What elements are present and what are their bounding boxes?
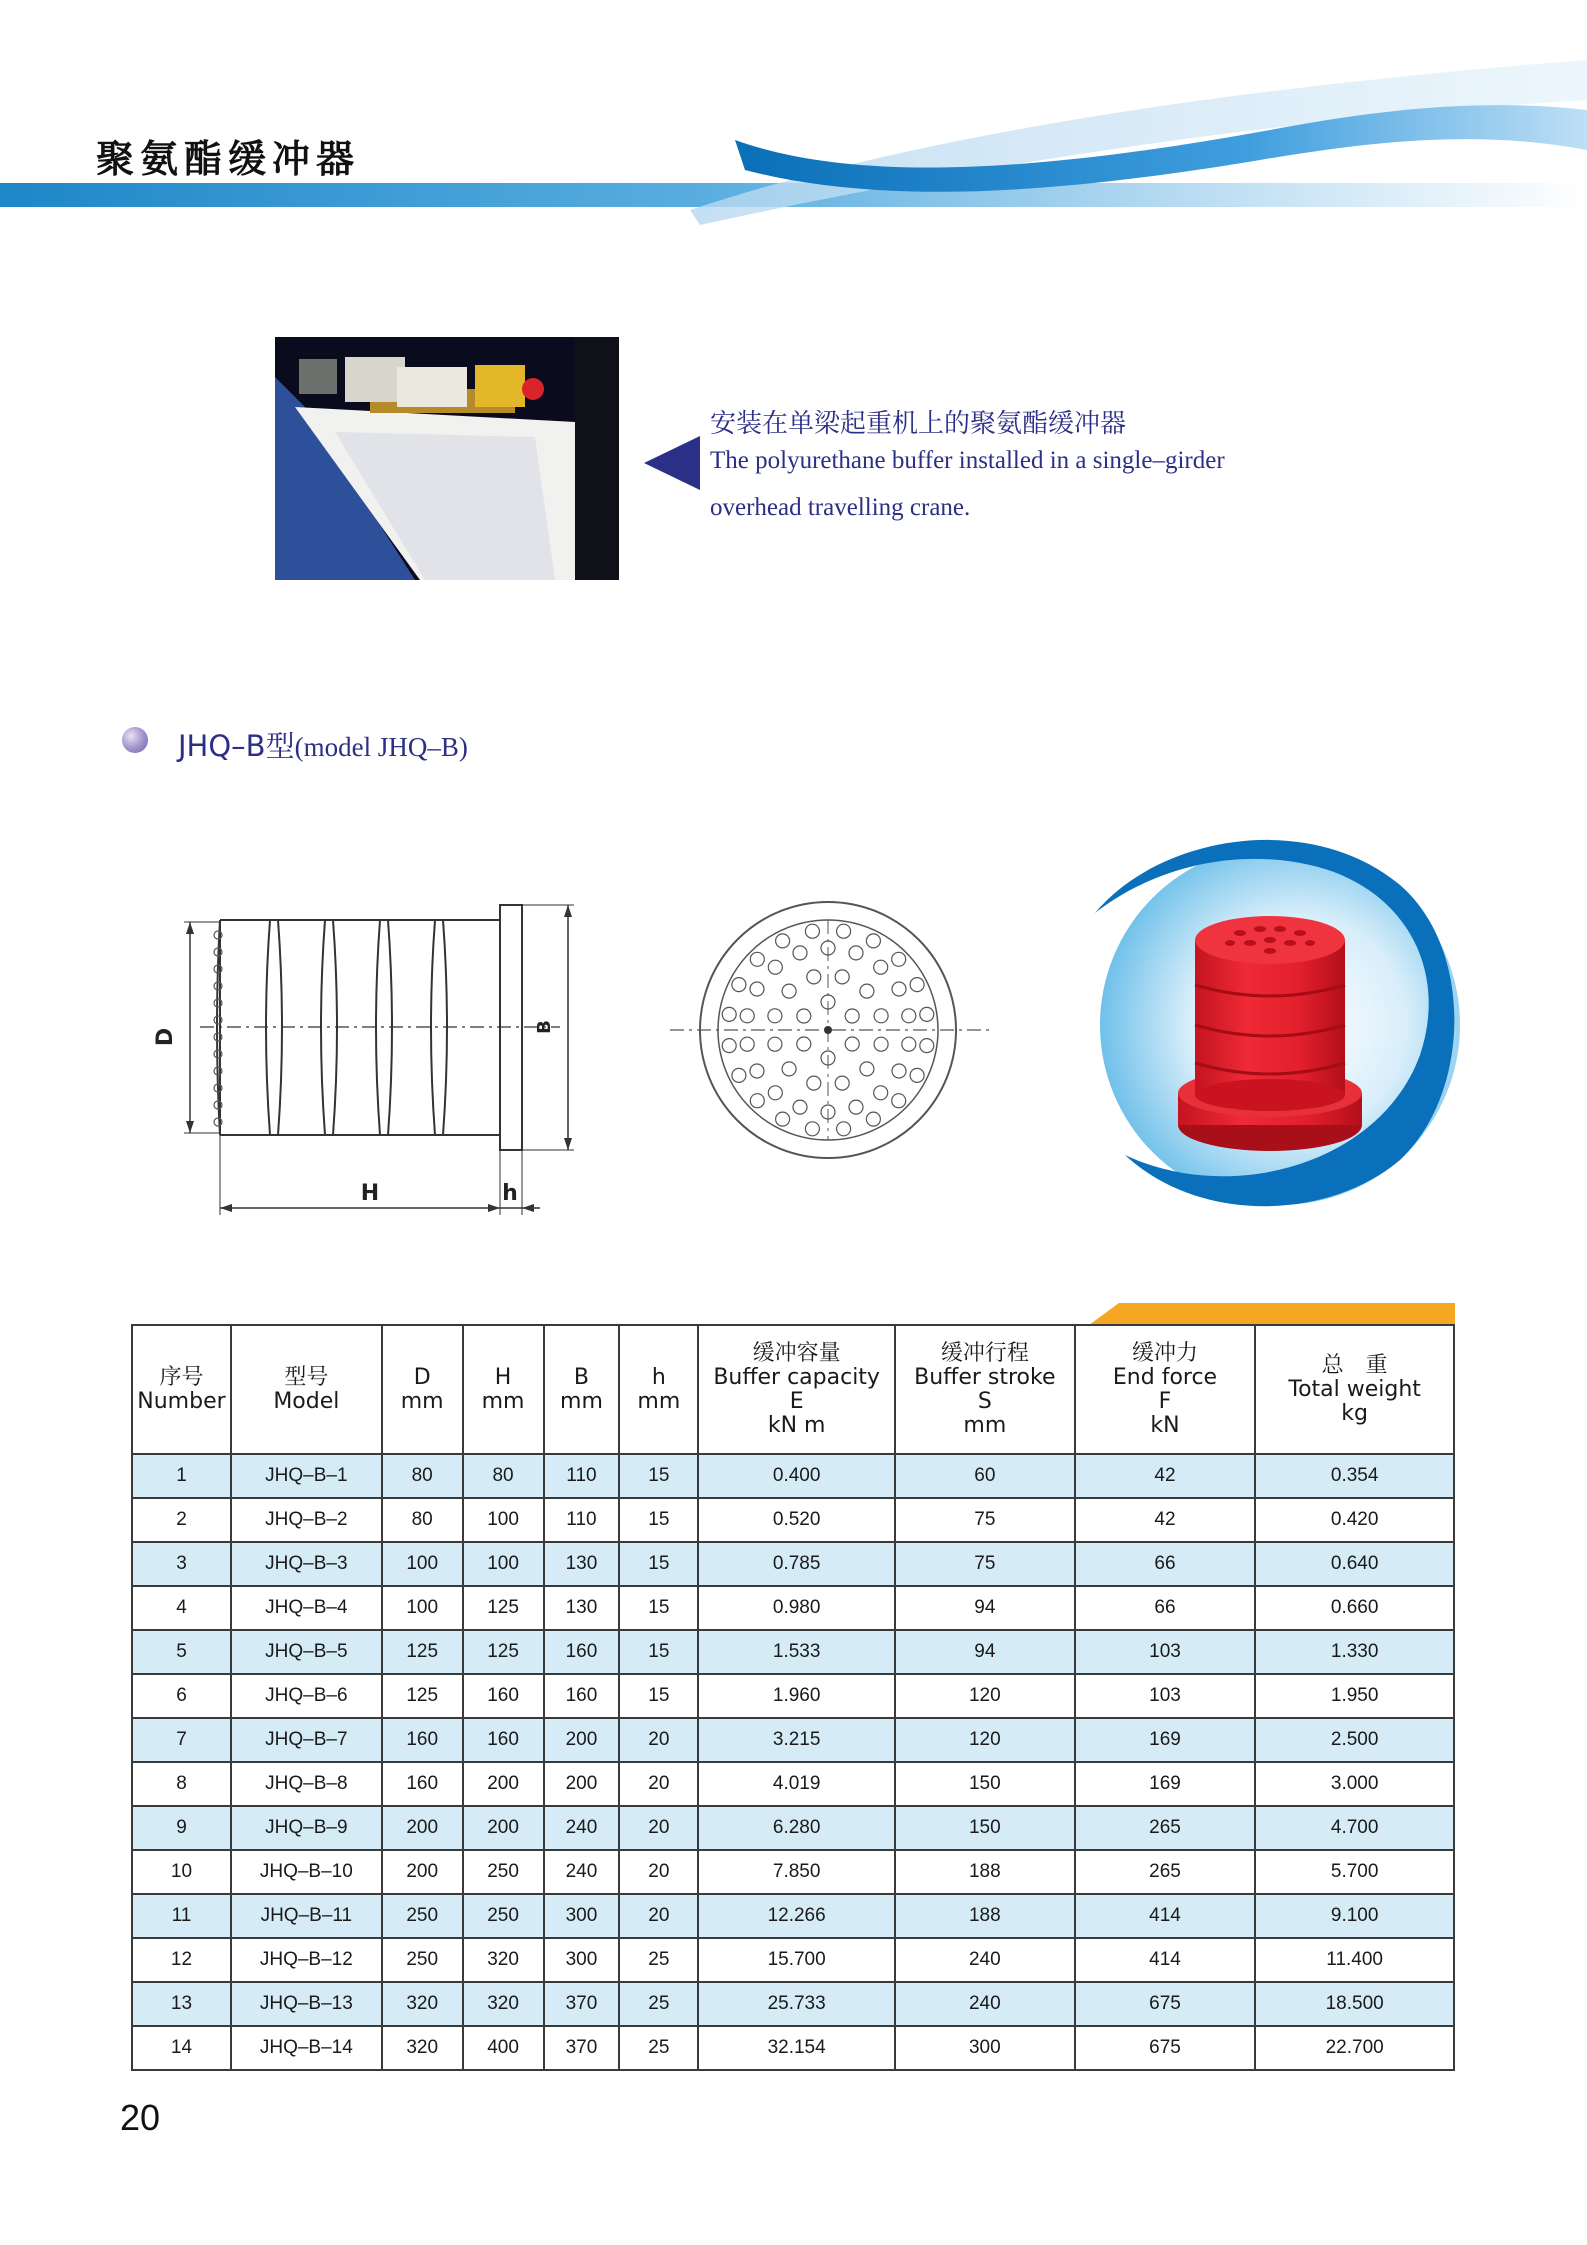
photo-caption-english-line1: The polyurethane buffer installed in a single–girder (710, 447, 1225, 474)
vent-hole (750, 982, 764, 996)
cell-capacity: 1.533 (698, 1630, 895, 1674)
cell-h-small: 15 (619, 1674, 698, 1718)
dim-label-b: B (534, 1020, 555, 1034)
vent-hole (740, 1009, 754, 1023)
vent-hole (860, 1062, 874, 1076)
cell-h-small: 15 (619, 1542, 698, 1586)
vent-hole (722, 1007, 736, 1021)
vent-hole (902, 1037, 916, 1051)
cell-h-big: 160 (463, 1718, 544, 1762)
vent-hole (732, 1068, 746, 1082)
cell-b: 300 (544, 1894, 620, 1938)
col-header-capacity: 缓冲容量 Buffer capacity E kN m (698, 1325, 895, 1454)
model-name: JHQ–B型 (178, 729, 295, 763)
cell-number: 1 (132, 1454, 231, 1498)
cell-force: 265 (1075, 1850, 1256, 1894)
vent-hole (768, 960, 782, 974)
vent-hole (892, 952, 906, 966)
cell-stroke: 94 (895, 1586, 1075, 1630)
vent-hole (845, 1037, 859, 1051)
table-row (132, 1674, 1454, 1718)
cell-force: 414 (1075, 1938, 1256, 1982)
cell-b: 130 (544, 1586, 620, 1630)
cell-h-big: 200 (463, 1762, 544, 1806)
cell-model: JHQ–B–4 (231, 1586, 382, 1630)
col-header-stroke: 缓冲行程 Buffer stroke S mm (895, 1325, 1075, 1454)
cell-d: 125 (382, 1630, 463, 1674)
cell-model: JHQ–B–13 (231, 1982, 382, 2026)
cell-force: 265 (1075, 1806, 1256, 1850)
cell-weight: 0.640 (1255, 1542, 1454, 1586)
cell-h-big: 80 (463, 1454, 544, 1498)
vent-hole (837, 924, 851, 938)
section-bullet-icon (122, 727, 148, 753)
cell-capacity: 0.400 (698, 1454, 895, 1498)
cell-weight: 11.400 (1255, 1938, 1454, 1982)
section-heading (178, 724, 468, 765)
col-header-model: 型号 Model (231, 1325, 382, 1454)
vent-hole (768, 1037, 782, 1051)
vent-hole (892, 982, 906, 996)
table-header-row (132, 1325, 1454, 1454)
cell-number: 2 (132, 1498, 231, 1542)
front-view-drawing (670, 890, 990, 1170)
cell-stroke: 60 (895, 1454, 1075, 1498)
cell-stroke: 120 (895, 1718, 1075, 1762)
cell-h-small: 25 (619, 2026, 698, 2070)
cell-b: 370 (544, 1982, 620, 2026)
cell-weight: 5.700 (1255, 1850, 1454, 1894)
cell-d: 125 (382, 1674, 463, 1718)
vent-hole (866, 1112, 880, 1126)
cell-capacity: 4.019 (698, 1762, 895, 1806)
side-view-drawing (153, 880, 600, 1220)
vent-hole (837, 1122, 851, 1136)
cell-h-big: 200 (463, 1806, 544, 1850)
col-header-h-small: h mm (619, 1325, 698, 1454)
cell-d: 320 (382, 2026, 463, 2070)
cell-number: 7 (132, 1718, 231, 1762)
vent-hole (845, 1009, 859, 1023)
cell-capacity: 3.215 (698, 1718, 895, 1762)
vent-hole (776, 1112, 790, 1126)
cell-number: 6 (132, 1674, 231, 1718)
cell-h-small: 25 (619, 1938, 698, 1982)
cell-weight: 0.660 (1255, 1586, 1454, 1630)
vent-hole (920, 1007, 934, 1021)
cell-capacity: 7.850 (698, 1850, 895, 1894)
cell-b: 160 (544, 1674, 620, 1718)
vent-hole (874, 1037, 888, 1051)
cell-model: JHQ–B–9 (231, 1806, 382, 1850)
cell-number: 5 (132, 1630, 231, 1674)
cell-weight: 3.000 (1255, 1762, 1454, 1806)
cell-stroke: 120 (895, 1674, 1075, 1718)
cell-model: JHQ–B–7 (231, 1718, 382, 1762)
vent-hole (910, 1068, 924, 1082)
table-header-tab-accent (1089, 1303, 1455, 1325)
vent-hole (797, 1037, 811, 1051)
cell-capacity: 0.980 (698, 1586, 895, 1630)
vent-hole (768, 1009, 782, 1023)
cell-d: 160 (382, 1762, 463, 1806)
cell-stroke: 240 (895, 1982, 1075, 2026)
cell-weight: 0.354 (1255, 1454, 1454, 1498)
cell-d: 80 (382, 1498, 463, 1542)
cell-stroke: 150 (895, 1806, 1075, 1850)
cell-force: 66 (1075, 1542, 1256, 1586)
table-row (132, 1762, 1454, 1806)
vent-hole (874, 1086, 888, 1100)
cell-d: 100 (382, 1542, 463, 1586)
vent-hole (750, 1094, 764, 1108)
cell-capacity: 6.280 (698, 1806, 895, 1850)
cell-h-small: 20 (619, 1894, 698, 1938)
cell-model: JHQ–B–8 (231, 1762, 382, 1806)
vent-hole (892, 1094, 906, 1108)
cell-number: 12 (132, 1938, 231, 1982)
product-render-image (1080, 825, 1480, 1225)
cell-force: 42 (1075, 1498, 1256, 1542)
vent-hole (835, 970, 849, 984)
table-row (132, 1982, 1454, 2026)
cell-capacity: 25.733 (698, 1982, 895, 2026)
cell-stroke: 75 (895, 1542, 1075, 1586)
spec-table (131, 1324, 1455, 2071)
table-row (132, 1894, 1454, 1938)
cell-weight: 4.700 (1255, 1806, 1454, 1850)
cell-h-big: 125 (463, 1630, 544, 1674)
vent-hole (902, 1009, 916, 1023)
page-number: 20 (120, 2097, 161, 2138)
cell-weight: 18.500 (1255, 1982, 1454, 2026)
vent-hole (782, 1062, 796, 1076)
cell-capacity: 32.154 (698, 2026, 895, 2070)
cell-h-small: 15 (619, 1454, 698, 1498)
vent-hole (797, 1009, 811, 1023)
dim-label-h-small: h (502, 1181, 518, 1206)
dim-label-d: D (153, 1027, 178, 1047)
vent-hole (768, 1086, 782, 1100)
vent-hole (860, 984, 874, 998)
cell-h-small: 20 (619, 1762, 698, 1806)
cell-stroke: 150 (895, 1762, 1075, 1806)
cell-weight: 22.700 (1255, 2026, 1454, 2070)
table-row (132, 1806, 1454, 1850)
vent-hole (892, 1064, 906, 1078)
cell-force: 66 (1075, 1586, 1256, 1630)
cell-stroke: 94 (895, 1630, 1075, 1674)
vent-hole (849, 946, 863, 960)
cell-capacity: 12.266 (698, 1894, 895, 1938)
cell-d: 160 (382, 1718, 463, 1762)
col-header-b: B mm (544, 1325, 620, 1454)
col-header-number: 序号 Number (132, 1325, 231, 1454)
cell-number: 11 (132, 1894, 231, 1938)
cell-capacity: 0.520 (698, 1498, 895, 1542)
cell-capacity: 15.700 (698, 1938, 895, 1982)
cell-b: 300 (544, 1938, 620, 1982)
table-row (132, 1586, 1454, 1630)
cell-number: 14 (132, 2026, 231, 2070)
vent-hole (793, 1100, 807, 1114)
cell-number: 10 (132, 1850, 231, 1894)
caption-pointer-arrow (644, 436, 700, 490)
table-row (132, 1850, 1454, 1894)
cell-h-big: 320 (463, 1938, 544, 1982)
cell-force: 103 (1075, 1630, 1256, 1674)
cell-b: 130 (544, 1542, 620, 1586)
cell-h-small: 20 (619, 1850, 698, 1894)
photo-caption-english-line2: overhead travelling crane. (710, 494, 971, 521)
cell-h-small: 25 (619, 1982, 698, 2026)
cell-d: 250 (382, 1894, 463, 1938)
vent-hole (807, 1076, 821, 1090)
vent-hole (805, 924, 819, 938)
cell-d: 80 (382, 1454, 463, 1498)
vent-hole (849, 1100, 863, 1114)
cell-d: 320 (382, 1982, 463, 2026)
cell-stroke: 75 (895, 1498, 1075, 1542)
vent-hole (793, 946, 807, 960)
cell-stroke: 188 (895, 1850, 1075, 1894)
cell-force: 42 (1075, 1454, 1256, 1498)
cell-d: 200 (382, 1806, 463, 1850)
table-row (132, 1718, 1454, 1762)
cell-b: 200 (544, 1762, 620, 1806)
model-name-english: (model JHQ–B) (294, 732, 468, 762)
vent-hole (750, 952, 764, 966)
cell-d: 100 (382, 1586, 463, 1630)
vent-hole (874, 1009, 888, 1023)
cell-force: 169 (1075, 1762, 1256, 1806)
cell-number: 9 (132, 1806, 231, 1850)
cell-b: 160 (544, 1630, 620, 1674)
cell-h-small: 20 (619, 1718, 698, 1762)
cell-stroke: 240 (895, 1938, 1075, 1982)
cell-number: 8 (132, 1762, 231, 1806)
vent-hole (722, 1039, 736, 1053)
table-row (132, 1454, 1454, 1498)
cell-h-big: 125 (463, 1586, 544, 1630)
cell-number: 3 (132, 1542, 231, 1586)
cell-h-small: 15 (619, 1586, 698, 1630)
cell-model: JHQ–B–11 (231, 1894, 382, 1938)
cell-weight: 1.330 (1255, 1630, 1454, 1674)
vent-hole (805, 1122, 819, 1136)
cell-h-big: 100 (463, 1498, 544, 1542)
cell-capacity: 1.960 (698, 1674, 895, 1718)
col-header-d: D mm (382, 1325, 463, 1454)
cell-h-big: 250 (463, 1850, 544, 1894)
cell-h-small: 15 (619, 1630, 698, 1674)
col-header-weight: 总 重 Total weight kg (1255, 1325, 1454, 1454)
cell-h-big: 400 (463, 2026, 544, 2070)
cell-stroke: 188 (895, 1894, 1075, 1938)
col-header-force: 缓冲力 End force F kN (1075, 1325, 1256, 1454)
cell-force: 675 (1075, 1982, 1256, 2026)
cell-d: 200 (382, 1850, 463, 1894)
vent-hole (776, 934, 790, 948)
cell-h-small: 20 (619, 1806, 698, 1850)
cell-weight: 1.950 (1255, 1674, 1454, 1718)
vent-hole (866, 934, 880, 948)
cell-b: 240 (544, 1806, 620, 1850)
vent-hole (835, 1076, 849, 1090)
cell-model: JHQ–B–5 (231, 1630, 382, 1674)
cell-stroke: 300 (895, 2026, 1075, 2070)
cell-capacity: 0.785 (698, 1542, 895, 1586)
cell-force: 414 (1075, 1894, 1256, 1938)
cell-model: JHQ–B–6 (231, 1674, 382, 1718)
cell-h-small: 15 (619, 1498, 698, 1542)
cell-weight: 2.500 (1255, 1718, 1454, 1762)
dim-label-h-big: H (360, 1181, 380, 1206)
cell-number: 4 (132, 1586, 231, 1630)
cell-force: 169 (1075, 1718, 1256, 1762)
cell-force: 675 (1075, 2026, 1256, 2070)
cell-weight: 9.100 (1255, 1894, 1454, 1938)
cell-b: 370 (544, 2026, 620, 2070)
cell-h-big: 320 (463, 1982, 544, 2026)
cell-model: JHQ–B–14 (231, 2026, 382, 2070)
vent-hole (807, 970, 821, 984)
vent-hole (740, 1037, 754, 1051)
cell-model: JHQ–B–2 (231, 1498, 382, 1542)
vent-hole (910, 978, 924, 992)
vent-hole (750, 1064, 764, 1078)
cell-b: 200 (544, 1718, 620, 1762)
vent-hole (732, 978, 746, 992)
cell-weight: 0.420 (1255, 1498, 1454, 1542)
table-row (132, 1498, 1454, 1542)
cell-h-big: 250 (463, 1894, 544, 1938)
crane-buffer-photo (275, 337, 619, 580)
table-row (132, 1938, 1454, 1982)
page-title: 聚氨酯缓冲器 (96, 136, 361, 181)
cell-force: 103 (1075, 1674, 1256, 1718)
cell-model: JHQ–B–12 (231, 1938, 382, 1982)
cell-b: 240 (544, 1850, 620, 1894)
table-row (132, 1630, 1454, 1674)
header-swoosh-graphic (0, 0, 1587, 240)
col-header-h-big: H mm (463, 1325, 544, 1454)
vent-hole (920, 1039, 934, 1053)
vent-hole (782, 984, 796, 998)
cell-h-big: 160 (463, 1674, 544, 1718)
cell-h-big: 100 (463, 1542, 544, 1586)
table-row (132, 2026, 1454, 2070)
cell-model: JHQ–B–3 (231, 1542, 382, 1586)
cell-b: 110 (544, 1498, 620, 1542)
cell-b: 110 (544, 1454, 620, 1498)
cell-d: 250 (382, 1938, 463, 1982)
photo-caption-chinese: 安装在单梁起重机上的聚氨酯缓冲器 (710, 409, 1127, 439)
cell-model: JHQ–B–10 (231, 1850, 382, 1894)
vent-hole (874, 960, 888, 974)
cell-model: JHQ–B–1 (231, 1454, 382, 1498)
cell-number: 13 (132, 1982, 231, 2026)
table-row (132, 1542, 1454, 1586)
